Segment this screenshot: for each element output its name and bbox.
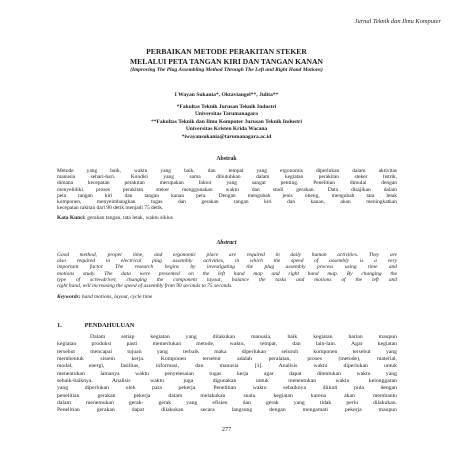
body-line: modal, energi, fasilitas, informasi, dan manusia [1]. Analisis waktu diperlukan untuk (57, 363, 397, 370)
abstrak-line: peta tangan kiri dan tangan kanan peta. Dengan mengubah jenis obeng, mengubah tata letak (57, 192, 397, 199)
abstract-line: motions study. The data were presented on the left hand map and right hand map. By changing the (57, 270, 397, 277)
keywords-label: Kata Kunci: (57, 215, 86, 221)
body-line: sebaik-baiknya. Analisis waktu juga digunakan untuk menentukan waktu kelonggaran (57, 378, 397, 385)
body-line: kegiatan produksi pasti memerlukan metode, waktu, tempat, dan lain-lain. Agar kegiatan (57, 341, 397, 348)
body-line: menentukan lamanya waktu penyelesaian tugas kerja agar dapat ditentukan waktu yang (57, 370, 397, 377)
abstrak-line: manusia sehari-hari. Kondisi yang sama dibutuhkan dalam kegiatan perakitan steker listrik, (57, 174, 397, 181)
section-number: 1. (57, 322, 62, 329)
affiliation-line: Universitas Tarumanagara (194, 111, 259, 118)
keywords-value: gerakan tangan, tata letak, waktu siklus (87, 215, 173, 221)
affiliation-email: *iwayansukania@tarumanagara.ac.id (181, 133, 272, 140)
body-line: tersebut mencapai tujuan yang terbaik maka diperlukan seluruh komponen tersebut yang (57, 348, 397, 355)
title-line: MELALUI PETA TANGAN KIRI DAN TANGAN KANAN (130, 56, 323, 66)
body-line: yang diperlukan oleh para pekerja. Penelitian waktu sebaiknya diikuti pula dengan (57, 385, 397, 392)
section-body (57, 334, 397, 415)
affiliation-line: *Fakultas Teknik Jurusan Teknik Industri (176, 104, 277, 110)
abstract-body (57, 252, 397, 289)
body-line: membentuk sistem kerja. Komponen tersebut adalah peralatan, proses (metode), material, (57, 356, 397, 363)
body-line: penelitian gerakan pekerja dalam melakukan suatu kegiatan karena akan membantu (57, 392, 397, 399)
title-line: PERBAIKAN METODE PERAKITAN STEKER (146, 47, 307, 56)
abstract-line: type of screwdriver, changing the component layout, balance the tasks and motions of the left and (57, 276, 397, 283)
abstrak-line: Metode yang baik, waktu yang baik, dan tempat yang ergonomis diperlukan dalam aktivitas (57, 168, 397, 174)
page-number: 277 (221, 426, 232, 433)
abstract-heading: Abstract (216, 240, 237, 246)
abstract-line: right hand, will increasing the speed of assembly from 90 seconds to 75 seconds. (57, 283, 233, 290)
section-title: PENDAHULUAN (84, 322, 135, 329)
abstrak-line: dimana kecepatan perakitan merupakan faktor yang sangat penting. Penelitian dimulai dengan (57, 180, 397, 187)
abstrak-body (57, 168, 397, 211)
journal-header: Jurnal Teknik dan Ilmu Komputer (354, 18, 441, 25)
affiliation-line: Universitas Kristen Krida Wacana (185, 126, 268, 133)
abstrak-keywords (57, 215, 397, 221)
abstract-line: also required in electrical plug assembly activities, in which the speed of assembly is a very (57, 258, 397, 265)
abstrak-line: komponen, menyeimbangkan tugas dan gerakan tangan kiri dan kanan, akan meningkatkan (57, 199, 397, 206)
paper-subtitle: (Improving The Plug Assembling Method Through The Left and Right Hand Motions) (130, 67, 323, 73)
author-list: I Wayan Sukania*, Oktaviangel**, Julita** (174, 92, 279, 98)
keywords-label: Keywords: (57, 294, 81, 300)
abstract-line: important factor. The research begins by investigating the plug assembly process using time and (57, 264, 397, 271)
abstrak-heading: Abstrak (216, 156, 237, 162)
abstrak-line: menyelidiki proses perakitan steker menggunakan waktu dan studi gerakan. Data disajikan dalam (57, 186, 397, 193)
affiliations (40, 104, 413, 141)
keywords-value: hand motions, layout, cycle time (81, 294, 153, 300)
body-line: Dalam setiap kegiatan yang dilakukan manusia, baik kegiatan harian maupun (90, 334, 397, 340)
abstract-keywords (57, 294, 397, 300)
abstract-line: Good method, proper time, and ergonomic place are required in daily human activities. They are (57, 252, 397, 258)
paper-title (40, 47, 413, 66)
section-heading (57, 322, 134, 329)
affiliation-line: **Fakultas Teknik dan Ilmu Komputer Jurusan Teknik Industri (150, 118, 303, 125)
abstrak-line: kecepatan rakitan dari 90 detik menjadi 75 detik. (57, 205, 164, 212)
body-line: dalam menemukan gerak- gerak yang efisien dan gerak yang tidak perlu dilakukan. (57, 400, 397, 407)
body-line: Penelitian gerakan dapat dilakukan secara langsung dengan mengamati pekerja maupun (57, 407, 397, 414)
